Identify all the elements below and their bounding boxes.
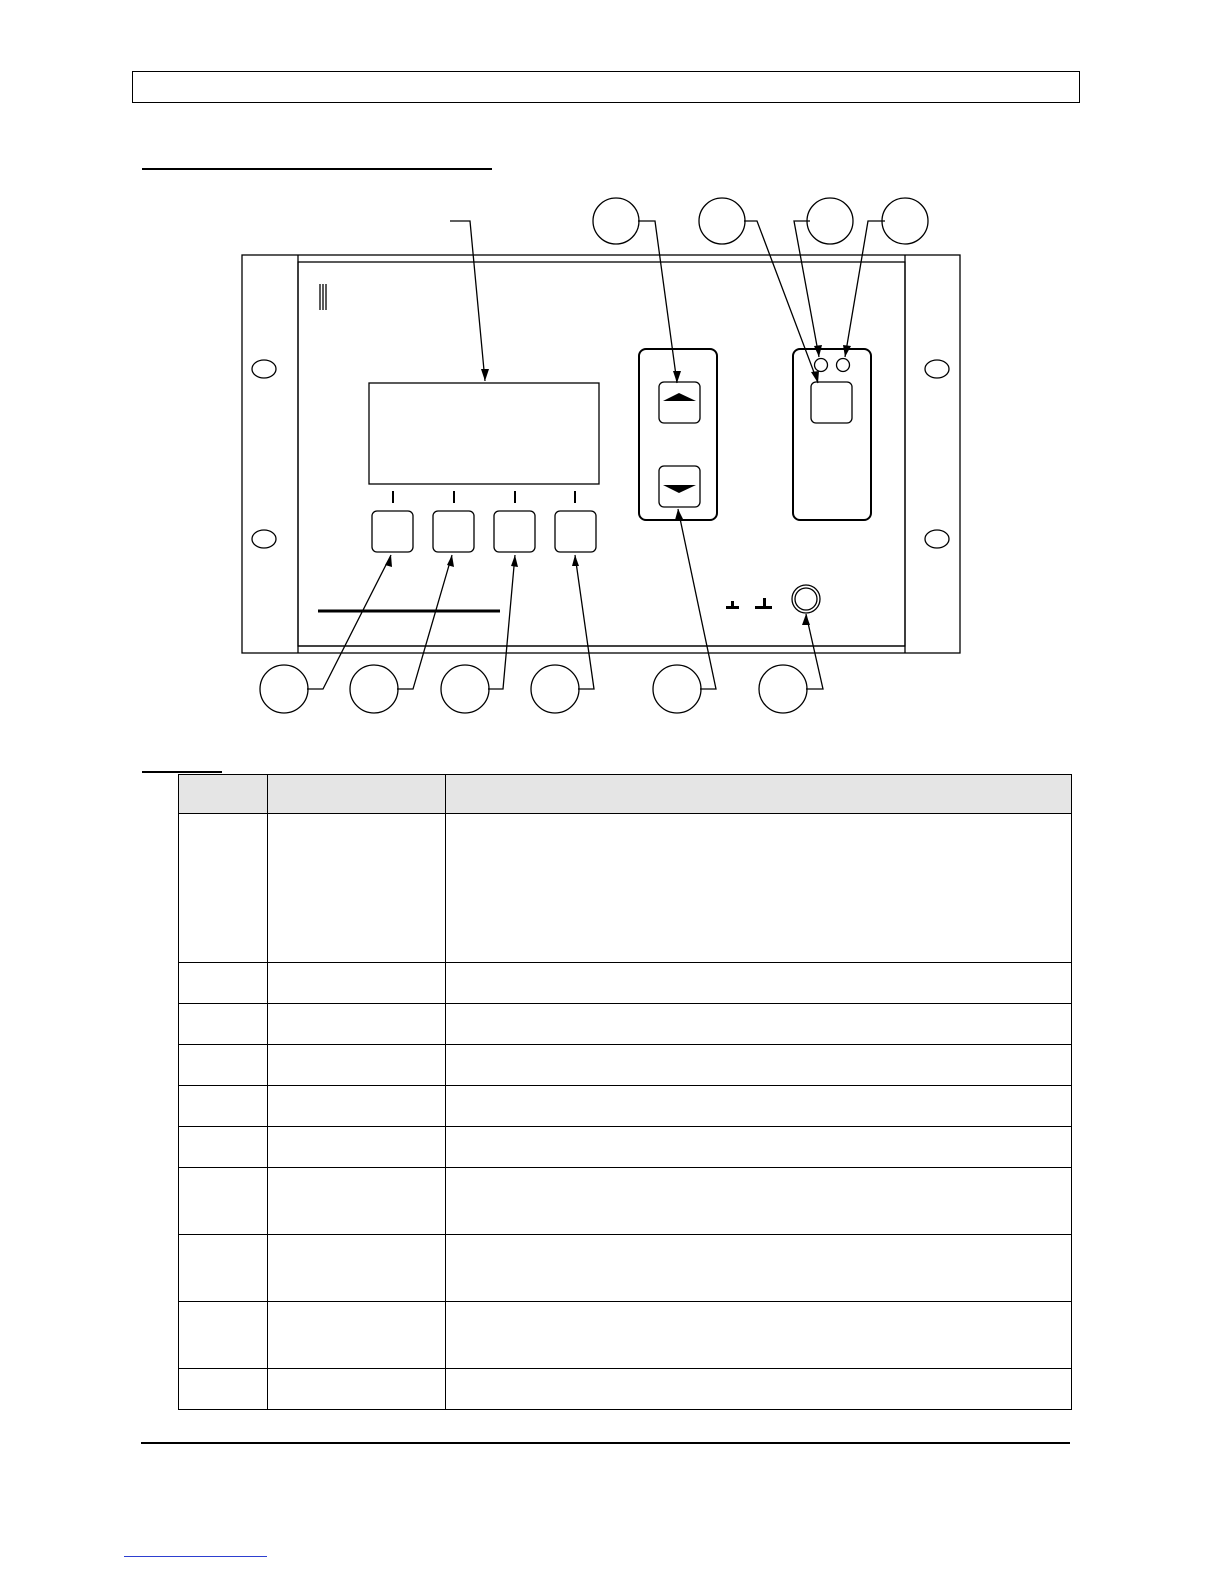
column-header-description — [446, 775, 1072, 814]
table-row — [179, 814, 1072, 963]
table-row — [179, 1086, 1072, 1127]
callout-circle — [441, 665, 489, 713]
table-row — [179, 1004, 1072, 1045]
row-number — [179, 1369, 268, 1410]
led-1 — [815, 359, 828, 372]
footer-link-underline[interactable] — [124, 1556, 267, 1557]
callout-circle — [593, 198, 639, 244]
row-name — [268, 1045, 446, 1086]
row-description — [446, 1004, 1072, 1045]
leader-line — [450, 221, 485, 381]
row-description — [446, 963, 1072, 1004]
down-arrow-icon — [663, 485, 696, 493]
table-row — [179, 1235, 1072, 1302]
column-header-name — [268, 775, 446, 814]
row-description — [446, 1302, 1072, 1369]
soft-key-1 — [372, 511, 413, 552]
row-description — [446, 1168, 1072, 1235]
row-number — [179, 1235, 268, 1302]
row-name — [268, 1086, 446, 1127]
table-row — [179, 1045, 1072, 1086]
power-key — [811, 382, 852, 423]
row-number — [179, 1302, 268, 1369]
callout-circle — [350, 665, 398, 713]
row-name — [268, 814, 446, 963]
mounting-hole — [925, 360, 949, 378]
switch-symbols — [726, 598, 772, 609]
callout-circle — [653, 665, 701, 713]
row-description — [446, 1235, 1072, 1302]
row-description — [446, 1045, 1072, 1086]
callout-circle — [531, 665, 579, 713]
row-name — [268, 1302, 446, 1369]
row-number — [179, 814, 268, 963]
callout-circle — [807, 198, 853, 244]
footer-rule — [141, 1442, 1070, 1444]
display-window — [369, 383, 599, 484]
row-description — [446, 814, 1072, 963]
callout-circle — [759, 665, 807, 713]
row-name — [268, 1004, 446, 1045]
callout-circle — [699, 198, 745, 244]
up-key — [659, 382, 700, 423]
row-description — [446, 1369, 1072, 1410]
callout-circle — [882, 198, 928, 244]
table-row — [179, 1127, 1072, 1168]
row-name — [268, 1235, 446, 1302]
row-number — [179, 1168, 268, 1235]
soft-key-3 — [494, 511, 535, 552]
mounting-hole — [252, 530, 276, 548]
row-number — [179, 963, 268, 1004]
connector-jack — [792, 585, 820, 613]
row-name — [268, 1369, 446, 1410]
up-arrow-icon — [663, 393, 696, 401]
power-key-group — [793, 349, 871, 520]
row-number — [179, 1004, 268, 1045]
legend-header-row — [179, 775, 1072, 814]
row-name — [268, 1127, 446, 1168]
row-description — [446, 1086, 1072, 1127]
row-number — [179, 1045, 268, 1086]
table-row — [179, 1369, 1072, 1410]
front-panel — [298, 262, 905, 646]
row-name — [268, 963, 446, 1004]
mounting-hole — [252, 360, 276, 378]
front-panel-diagram — [0, 0, 1224, 760]
row-name — [268, 1168, 446, 1235]
table-row — [179, 1168, 1072, 1235]
column-header-number — [179, 775, 268, 814]
legend-table — [178, 774, 1072, 1410]
row-description — [446, 1127, 1072, 1168]
callout-circle — [260, 665, 308, 713]
mounting-hole — [925, 530, 949, 548]
soft-key-4 — [555, 511, 596, 552]
led-2 — [837, 359, 850, 372]
soft-key-2 — [433, 511, 474, 552]
row-number — [179, 1086, 268, 1127]
table-row — [179, 963, 1072, 1004]
table-row — [179, 1302, 1072, 1369]
row-number — [179, 1127, 268, 1168]
legend-title-underline — [142, 771, 222, 773]
